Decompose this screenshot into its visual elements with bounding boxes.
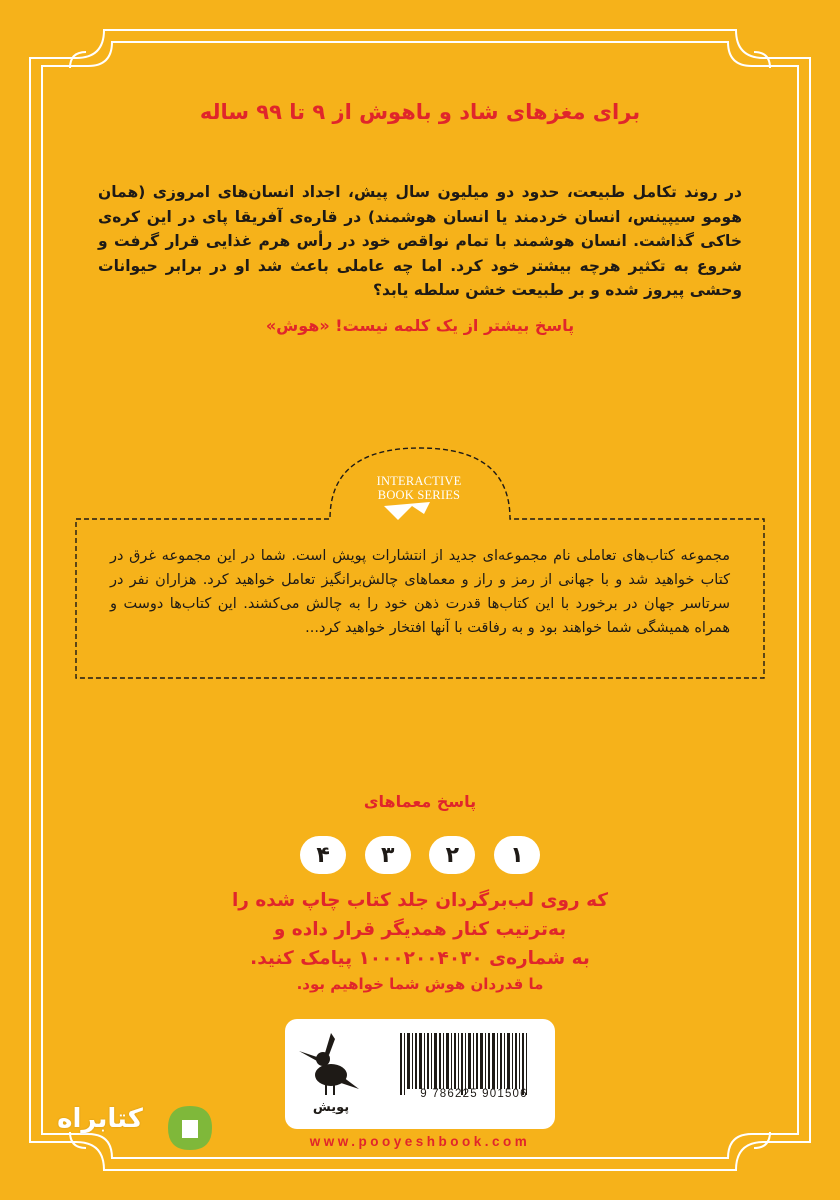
intro-paragraph: در روند تکامل طبیعت، حدود دو میلیون سال پیش، اجداد انسان‌های امروزی (همان هومو سیپینس، انسان خردمند یا انسان هوشمند) در قاره‌ی آفریقا پای در این کره‌ی خاکی گذاشت. انسان هوشمند با تمام نواقص خود در رأس هرم غذایی قرار گرفت و شروع به تکثیر هرچه بیشتر خود کرد. اما چه عاملی باعث شد او در برابر حیوانات وحشی پیروز شده و بر طبیعت خشن سلطه یابد؟	[98, 183, 742, 299]
series-badge-line2: BOOK SERIES	[377, 488, 461, 502]
answer-highlight: پاسخ بیشتر از یک کلمه نیست! «هوش»	[265, 316, 575, 335]
puzzle-number-3: ۳	[365, 836, 411, 874]
series-badge	[352, 474, 486, 502]
instruction-line-3: به شماره‌ی ۱۰۰۰۲۰۰۴۰۳۰ پیامک کنید.	[250, 948, 590, 969]
puzzle-number-1: ۱	[494, 836, 540, 874]
publisher-bird-icon	[299, 1033, 359, 1095]
instruction-line-2: به‌ترتیب کنار همدیگر قرار داده و	[273, 919, 567, 940]
barcode-box	[285, 1019, 555, 1129]
series-description: مجموعه کتاب‌های تعاملی نام مجموعه‌ای جدید از انتشارات پویش است. شما در این مجموعه غرق در کتاب خواهید شد و با جهانی از رمز و راز و معماهای چالش‌برانگیز تعامل خواهید کرد. هزاران نفر در سرتاسر جهان در برخورد با این کتاب‌ها قدرت ذهن خود را به چالش می‌کشند. این کتاب‌ها دوست و همراه همیشگی شما خواهند بود و به رفاقت با آنها افتخار خواهید کرد...	[110, 548, 730, 636]
series-badge-line1: INTERACTIVE	[376, 474, 462, 488]
website-url[interactable]: www.pooyeshbook.com	[309, 1134, 531, 1149]
puzzle-number-4: ۴	[300, 836, 346, 874]
book-subtitle: برای مغزهای شاد و باهوش از ۹ تا ۹۹ ساله	[199, 100, 641, 124]
store-logo-text: کتابراه	[57, 1104, 143, 1134]
barcode-bars	[400, 1033, 527, 1095]
puzzles-title: پاسخ معماهای	[363, 792, 477, 811]
isbn-number: 9 786225 901506	[420, 1088, 528, 1100]
publisher-logo-text: پویش	[312, 1100, 350, 1115]
puzzle-numbers	[300, 836, 540, 876]
instruction-line-1: که روی لب‌برگردان جلد کتاب چاپ شده را	[231, 890, 609, 911]
puzzle-number-2: ۲	[429, 836, 475, 874]
barcode-graphic	[285, 1019, 555, 1129]
thanks-line: ما قدردان هوش شما خواهیم بود.	[296, 975, 544, 993]
sms-instructions	[140, 886, 700, 973]
